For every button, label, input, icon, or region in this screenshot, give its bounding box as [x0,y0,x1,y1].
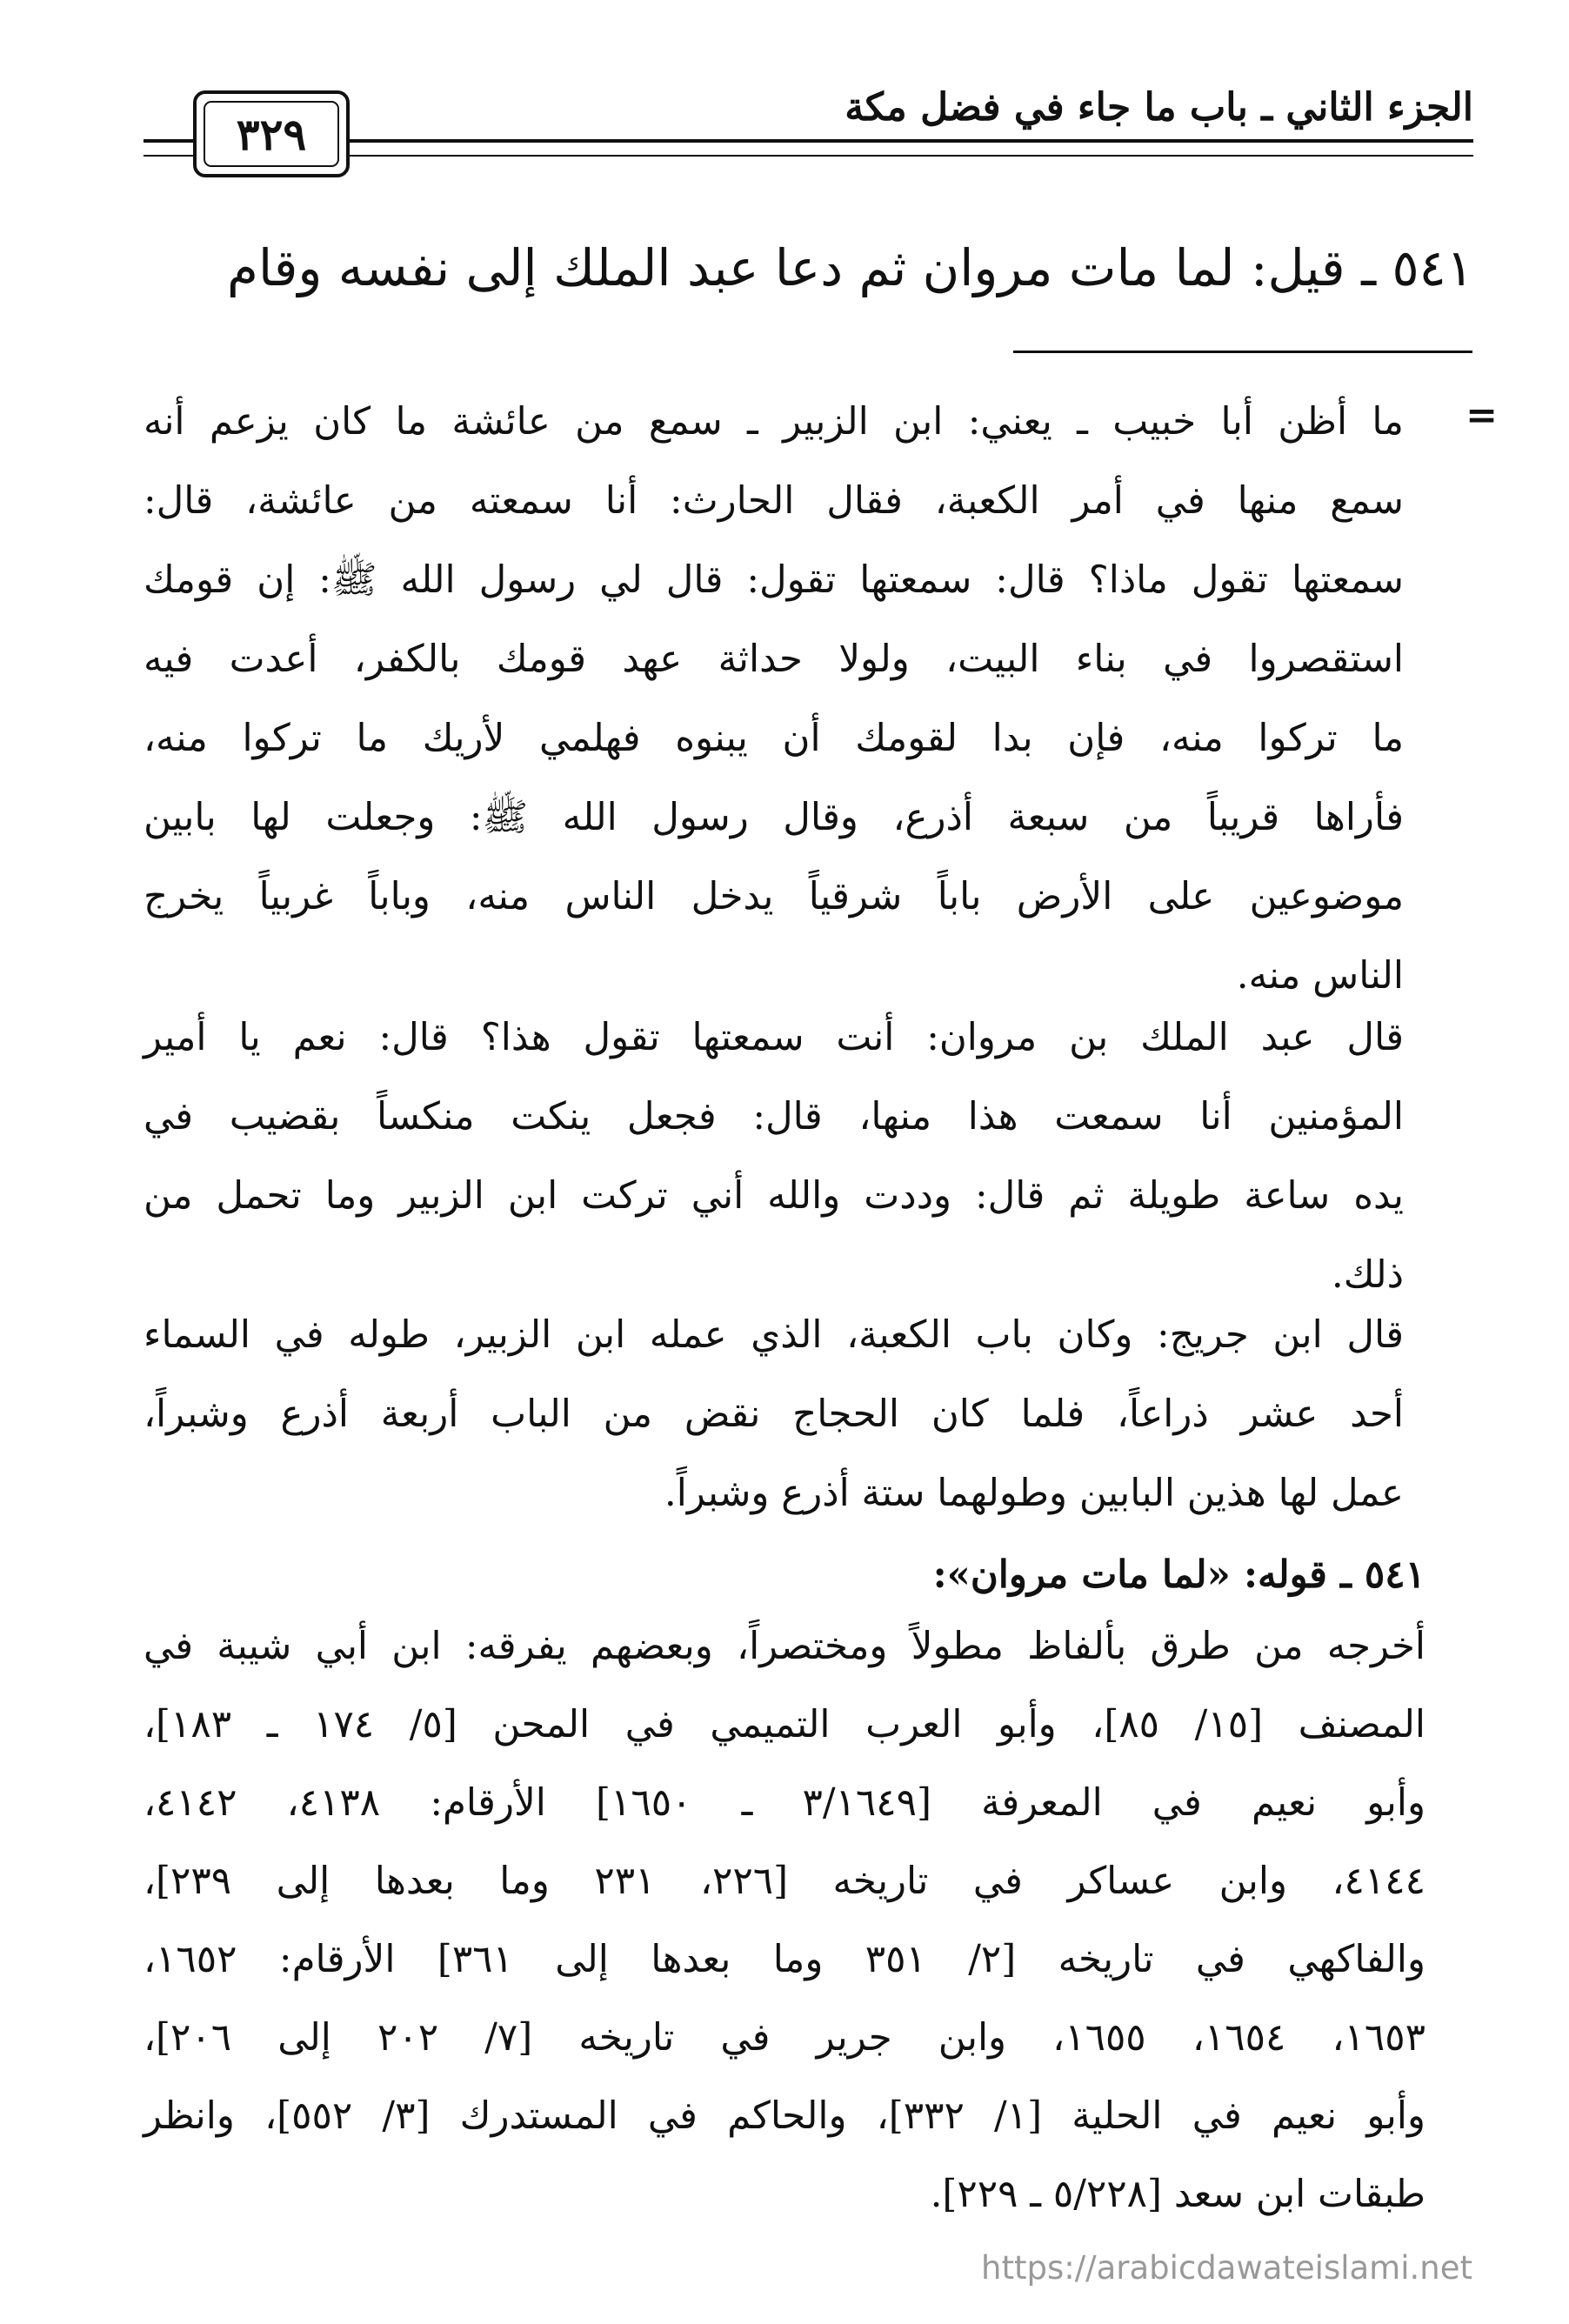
text-line: سمع منها في أمر الكعبة، فقال الحارث: أنا سمعته من عائشة، قال: [144,479,1404,523]
text-line: أحد عشر ذراعاً، فلما كان الحجاج نقض من الباب أربعة أذرع وشبراً، [144,1392,1404,1436]
text-line: وأبو نعيم في المعرفة [٣/١٦٤٩ ـ ١٦٥٠] الأرقام: ٤١٣٨، ٤١٤٢، [144,1781,1425,1825]
text-line: سمعتها تقول ماذا؟ قال: سمعتها تقول: قال لي رسول الله ﷺ: إن قومك [144,558,1404,602]
text-line: ما أظن أبا خبيب ـ يعني: ابن الزبير ـ سمع من عائشة ما كان يزعم أنه [144,400,1404,444]
text-line: طبقات ابن سعد [٥/٢٢٨ ـ ٢٢٩]. [930,2173,1425,2216]
text-line: استقصروا في بناء البيت، ولولا حداثة عهد قومك بالكفر، أعدت فيه [144,638,1404,681]
main-heading: ٥٤١ ـ قيل: لما مات مروان ثم دعا عبد الملك إلى نفسه وقام [227,238,1473,297]
text-line: المؤمنين أنا سمعت هذا منها، قال: فجعل ينكت منكساً بقضيب في [144,1095,1404,1139]
text-line: فأراها قريباً من سبعة أذرع، وقال رسول الله ﷺ: وجعلت لها بابين [144,796,1404,839]
text-line: أخرجه من طرق بألفاظ مطولاً ومختصراً، وبعضهم يفرقه: ابن أبي شيبة في [144,1625,1425,1668]
text-line: ذلك. [1331,1253,1404,1297]
text-line: الناس منه. [1236,954,1404,998]
text-line: المصنف [١٥/ ٨٥]، وأبو العرب التميمي في المحن [٥/ ١٧٤ ـ ١٨٣]، [144,1703,1426,1746]
text-line: عمل لها هذين البابين وطولهما ستة أذرع وشبراً. [664,1472,1404,1515]
note-paragraph-1 [144,383,1404,1016]
page-number: ٣٢٩ [204,101,339,167]
text-line: قال عبد الملك بن مروان: أنت سمعتها تقول هذا؟ قال: نعم يا أمير [144,1016,1404,1059]
text-line: موضوعين على الأرض باباً شرقياً يدخل الناس منه، وباباً غربياً يخرج [144,875,1404,918]
running-title: الجزء الثاني ـ باب ما جاء في فضل مكة [845,85,1473,130]
text-line: وأبو نعيم في الحلية [١/ ٣٣٢]، والحاكم في المستدرك [٣/ ٥٥٢]، وانظر [144,2094,1425,2138]
text-line: قال ابن جريج: وكان باب الكعبة، الذي عمله ابن الزبير، طوله في السماء [144,1313,1404,1357]
text-line: والفاكهي في تاريخه [٢/ ٣٥١ وما بعدها إلى ٣٦١] الأرقام: ١٦٥٢، [144,1938,1425,1981]
text-line: ما تركوا منه، فإن بدا لقومك أن يبنوه فهلمي لأريك ما تركوا منه، [144,717,1404,760]
page-number-frame [193,90,350,177]
watermark-url: https://arabicdawateislami.net [981,2249,1472,2287]
commentary-paragraph [144,1607,1425,2234]
note-paragraph-3 [144,1296,1404,1533]
commentary-heading: ٥٤١ ـ قوله: «لما مات مروان»: [932,1553,1425,1597]
footnote-separator [1013,351,1472,353]
text-line: ٤١٤٤، وابن عساكر في تاريخه [٢٢٦، ٢٣١ وما بعدها إلى ٢٣٩]، [144,1860,1425,1903]
text-line: يده ساعة طويلة ثم قال: وددت والله أني تركت ابن الزبير وما تحمل من [144,1174,1404,1218]
continuation-mark: = [1466,393,1498,437]
text-line: ١٦٥٣، ١٦٥٤، ١٦٥٥، وابن جرير في تاريخه [٧/ ٢٠٢ إلى ٢٠٦]، [144,2016,1425,2060]
note-paragraph-2 [144,998,1404,1315]
